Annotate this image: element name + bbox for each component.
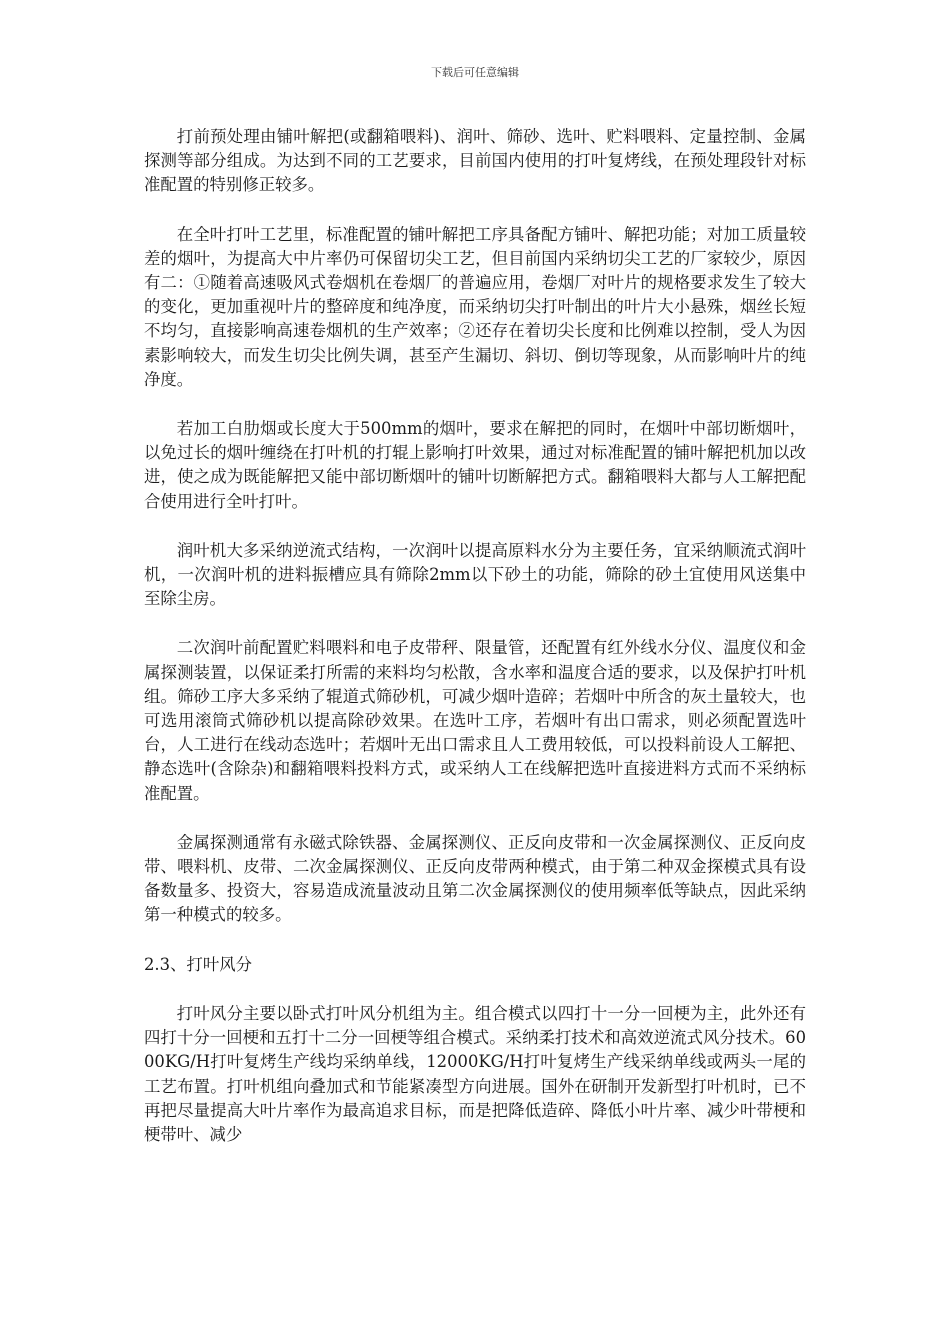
paragraph-threshing-separation: 打叶风分主要以卧式打叶风分机组为主。组合模式以四打十一分一回梗为主，此外还有四打十分一回梗和五打十二分一回梗等组合模式。采纳柔打技术和高效逆流式风分技术。6000KG/H打叶复烤生产线均采纳单线，12000KG/H打叶复烤生产线采纳单线或两头一尾的工艺布置。打叶机组向叠加式和节能紧凑型方向进展。国外在研制开发新型打叶机时，已不再把尽量提高大叶片率作为最高追求目标，而是把降低造碎、降低小叶片率、减少叶带梗和梗带叶、减少 — [144, 1003, 806, 1144]
paragraph-burley-processing: 若加工白肋烟或长度大于500mm的烟叶，要求在解把的同时，在烟叶中部切断烟叶，以免过长的烟叶缠绕在打叶机的打辊上影响打叶效果，通过对标准配置的铺叶解把机加以改进，使之成为既能解把又能中部切断烟叶的铺叶切断解把方式。翻箱喂料大都与人工解把配合使用进行全叶打叶。 — [144, 419, 806, 511]
paragraph-whole-leaf-threshing: 在全叶打叶工艺里，标准配置的铺叶解把工序具备配方铺叶、解把功能；对加工质量较差的烟叶，为提高大中片率仍可保留切尖工艺，但目前国内采纳切尖工艺的厂家较少，原因有二：①随着高速吸风式卷烟机在卷烟厂的普遍应用，卷烟厂对叶片的规格要求发生了较大的变化，更加重视叶片的整碎度和纯净度，而采纳切尖打叶制出的叶片大小悬殊，烟丝长短不均匀，直接影响高速卷烟机的生产效率；②还存在着切尖长度和比例难以控制，受人为因素影响较大，而发生切尖比例失调，甚至产生漏切、斜切、倒切等现象，从而影响叶片的纯净度。 — [144, 224, 806, 389]
page-header-note: 下载后可任意编辑 — [431, 66, 519, 79]
paragraph-leaf-conditioner: 润叶机大多采纳逆流式结构，一次润叶以提高原料水分为主要任务，宜采纳顺流式润叶机，一次润叶机的进料振槽应具有筛除2mm以下砂土的功能，筛除的砂土宜使用风送集中至除尘房。 — [144, 540, 806, 609]
section-heading: 2.3、打叶风分 — [144, 954, 253, 974]
document-body — [144, 125, 806, 1172]
paragraph-preprocessing: 打前预处理由铺叶解把(或翻箱喂料)、润叶、筛砂、选叶、贮料喂料、定量控制、金属探测等部分组成。为达到不同的工艺要求，目前国内使用的打叶复烤线，在预处理段针对标准配置的特别修正较多。 — [144, 127, 806, 195]
paragraph-metal-detection: 金属探测通常有永磁式除铁器、金属探测仪、正反向皮带和一次金属探测仪、正反向皮带、喂料机、皮带、二次金属探测仪、正反向皮带两种模式，由于第二种双金探模式具有设备数量多、投资大，容易造成流量波动且第二次金属探测仪的使用频率低等缺点，因此采纳第一种模式的较多。 — [144, 832, 806, 925]
paragraph-secondary-conditioning: 二次润叶前配置贮料喂料和电子皮带秤、限量管，还配置有红外线水分仪、温度仪和金属探测装置，以保证柔打所需的来料均匀松散，含水率和温度合适的要求，以及保护打叶机组。筛砂工序大多采纳了辊道式筛砂机，可减少烟叶造碎；若烟叶中所含的灰土量较大，也可选用滚筒式筛砂机以提高除砂效果。在选叶工序，若烟叶有出口需求，则必须配置选叶台，人工进行在线动态选叶；若烟叶无出口需求且人工费用较低，可以投料前设人工解把、静态选叶(含除杂)和翻箱喂料投料方式，或采纳人工在线解把选叶直接进料方式而不采纳标准配置。 — [144, 638, 806, 803]
